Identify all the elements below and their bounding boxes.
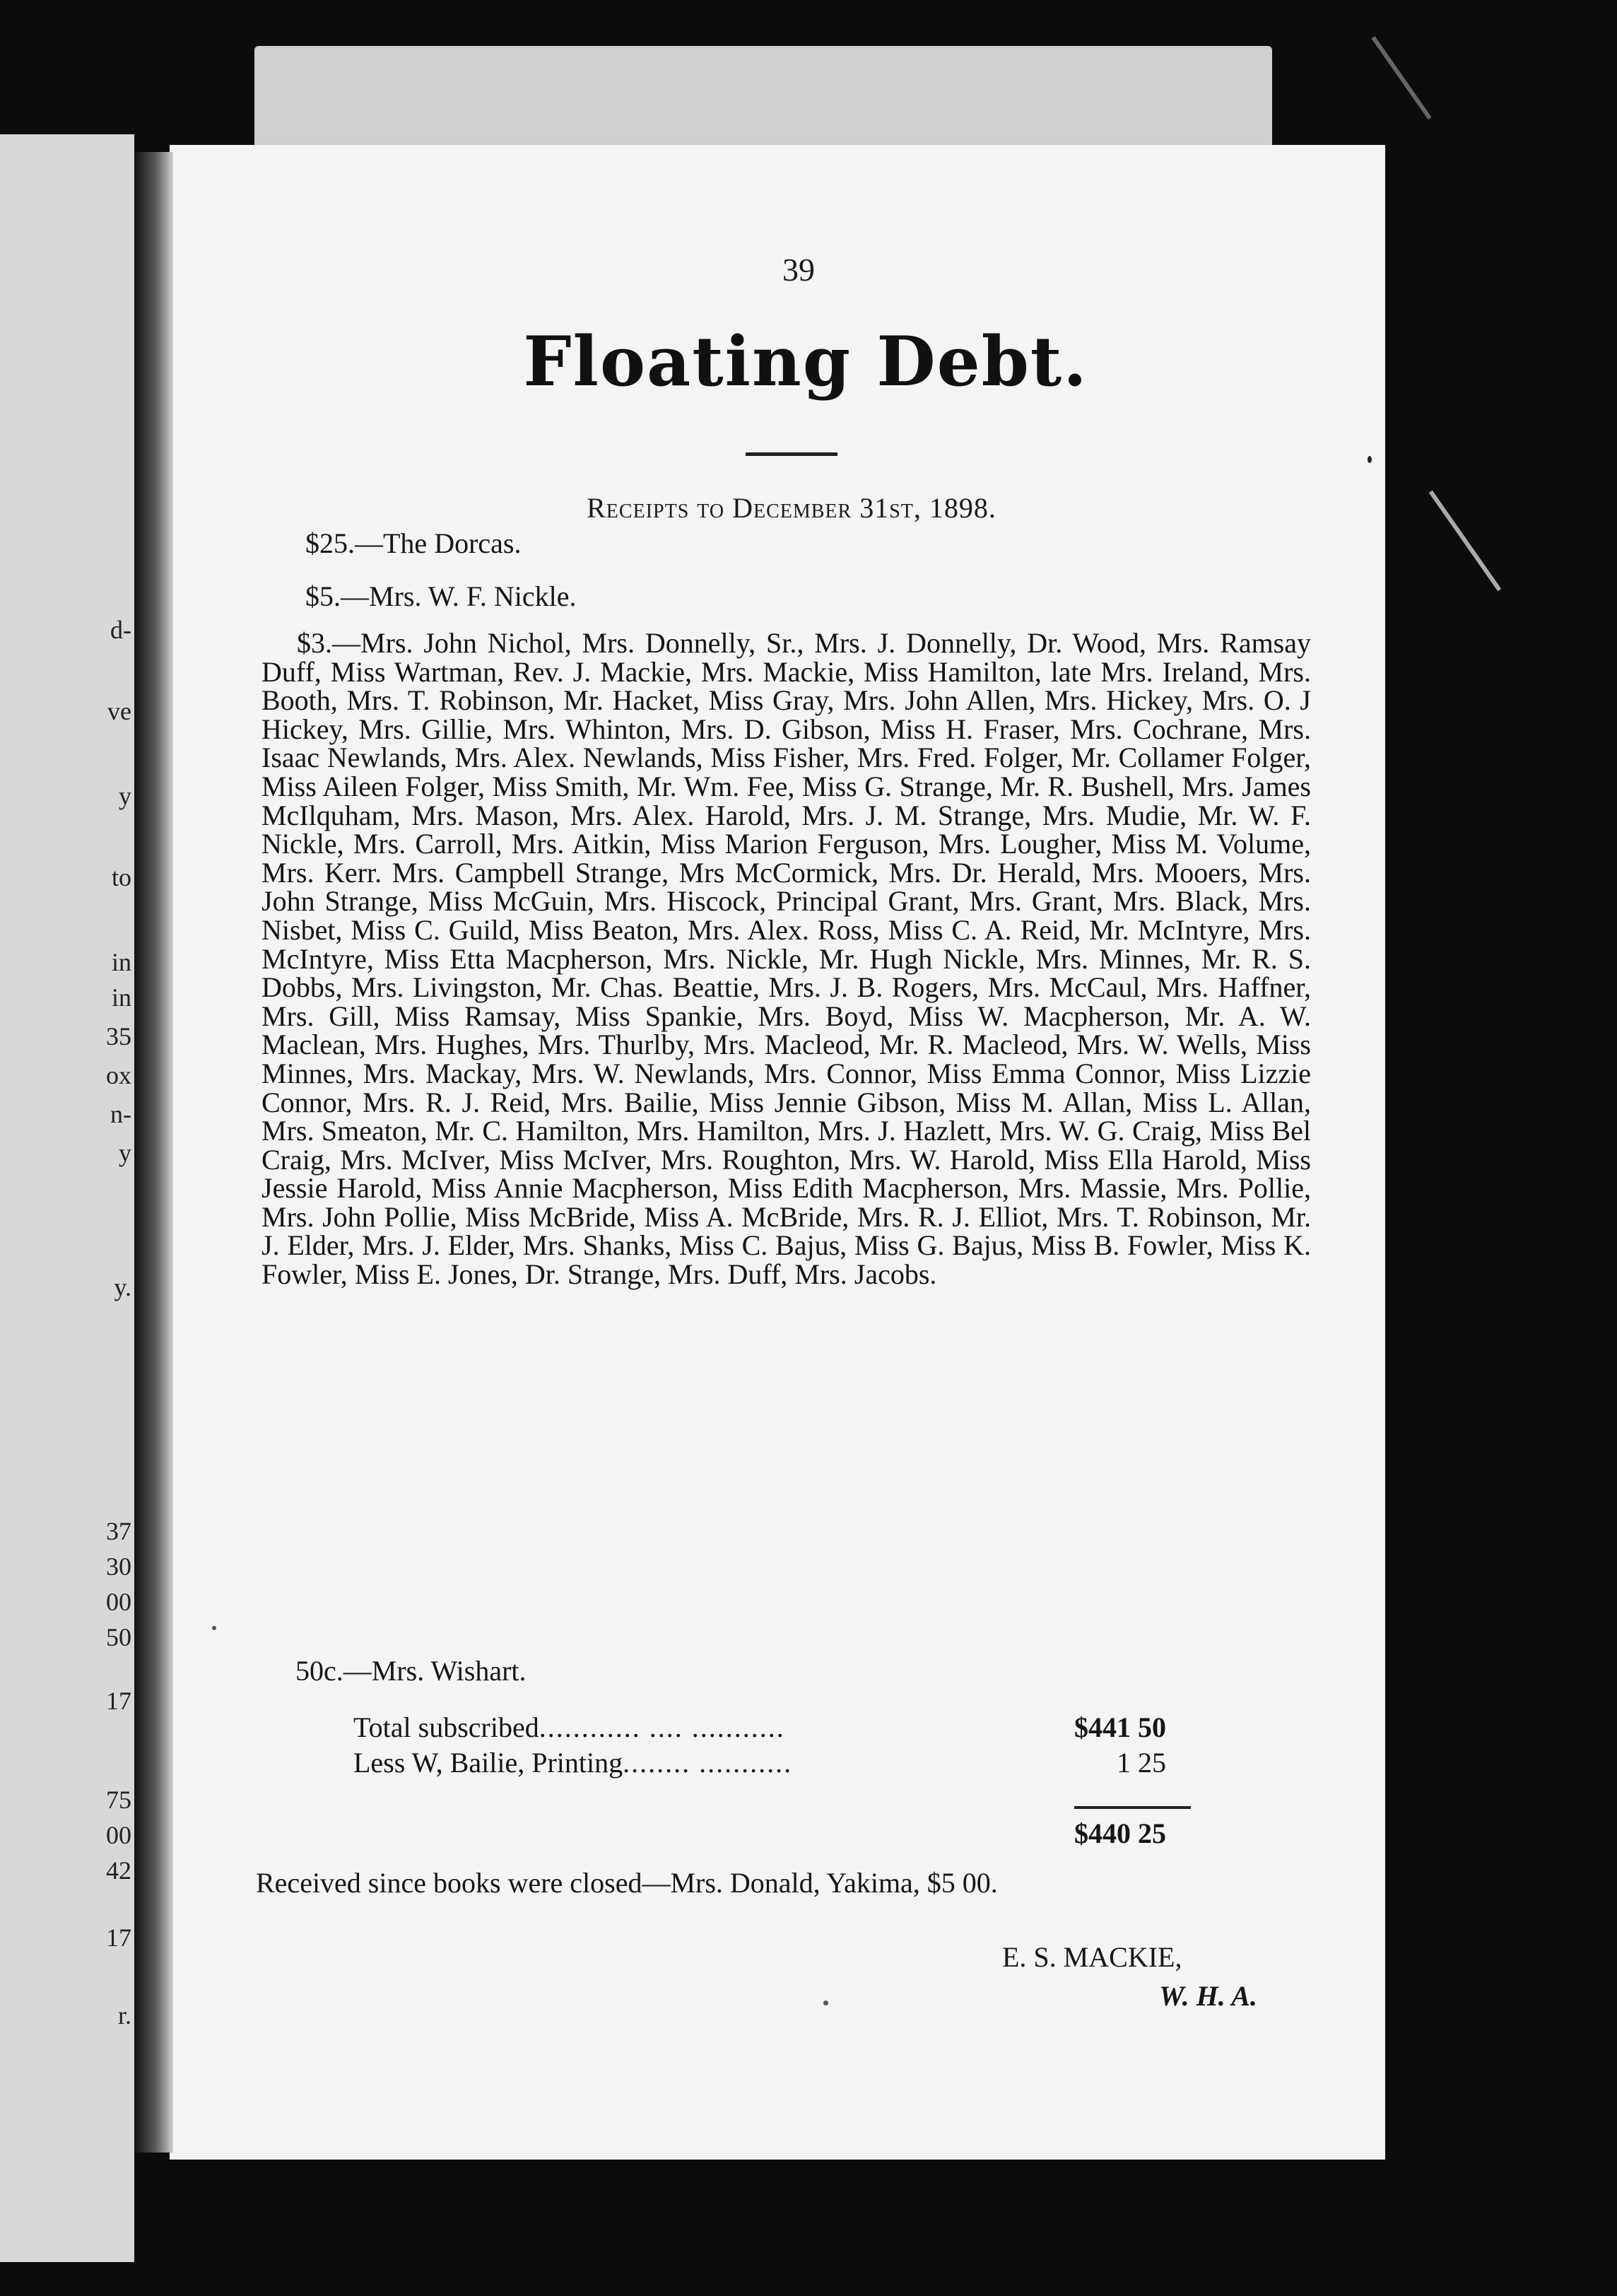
facing-page-fragment: y xyxy=(119,1139,131,1167)
page-number: 39 xyxy=(782,252,815,288)
title-rule xyxy=(746,452,837,456)
facing-page-fragment: 00 xyxy=(106,1588,131,1616)
facing-page-fragment: 00 xyxy=(106,1821,131,1849)
facing-page-fragment: 75 xyxy=(106,1786,131,1814)
signature-title: W. H. A. xyxy=(1159,1980,1257,2012)
facing-page-fragment: 30 xyxy=(106,1552,131,1581)
total-subscribed-row xyxy=(353,1711,785,1744)
paper-speck xyxy=(823,2001,828,2005)
page-title: Floating Debt. xyxy=(523,322,1088,402)
paper-speck xyxy=(212,1626,216,1630)
receipt-nickle: $5.—Mrs. W. F. Nickle. xyxy=(305,580,577,612)
facing-page-fragment: in xyxy=(111,983,131,1012)
facing-page-fragment: ve xyxy=(107,697,131,725)
facing-page-fragment: 17 xyxy=(106,1687,131,1715)
leader-dots: ........ ........... xyxy=(623,1747,793,1779)
facing-page-fragment: d- xyxy=(110,616,131,644)
page-subtitle: Receipts to December 31st, 1898. xyxy=(587,492,996,524)
facing-page-edge xyxy=(0,134,134,2262)
facing-page-fragment: 35 xyxy=(106,1022,131,1050)
facing-page-fragment: n- xyxy=(110,1100,131,1128)
film-scratch xyxy=(1429,491,1501,592)
facing-page-fragment: 17 xyxy=(106,1923,131,1952)
paper-speck xyxy=(1368,456,1372,463)
film-scratch xyxy=(1371,36,1431,119)
less-printing-label: Less W, Bailie, Printing xyxy=(353,1747,623,1779)
total-subscribed-amount: $441 50 xyxy=(1074,1711,1166,1743)
page-top-strip xyxy=(254,46,1272,152)
facing-page-fragment: 50 xyxy=(106,1623,131,1651)
signature-name: E. S. MACKIE, xyxy=(1002,1941,1182,1973)
facing-page-fragment: y xyxy=(119,782,131,810)
sum-rule xyxy=(1074,1806,1191,1809)
facing-page-fragment: r. xyxy=(117,2001,131,2030)
leader-dots: ............ .... ........... xyxy=(539,1711,785,1743)
facing-page-fragment: y. xyxy=(114,1273,131,1301)
facing-page-fragment: in xyxy=(111,948,131,976)
facing-page-fragment: 42 xyxy=(106,1856,131,1885)
less-printing-row xyxy=(353,1746,792,1779)
receipt-three-dollar-list: $3.—Mrs. John Nichol, Mrs. Donnelly, Sr., Mrs. J. Donnelly, Dr. Wood, Mrs. Ramsay Duff, Miss Wartman, Rev. J. Mackie, Mrs. Mackie, Miss Hamilton, late Mrs. Ireland, Mrs. Booth, Mrs. T. Robinson, Mr. Hacket, Miss Gray, Mrs. John Allen, Mrs. Hickey, Mrs. O. J Hickey, Mrs. Gillie, Mrs. Whinton, Mrs. D. Gibson, Miss H. Fraser, Mrs. Cochrane, Mrs. Isaac Newlands, Mrs. Alex. Newlands, Miss Fisher, Mrs. Fred. Folger, Mr. Collamer Folger, Miss Aileen Folger, Miss Smith, Mr. Wm. Fee, Miss G. Strange, Mr. R. Bushell, Mrs. James McIlquham, Mrs. Mason, Mrs. Alex. Harold, Mrs. J. M. Strange, Mrs. Mudie, Mr. W. F. Nickle, Mrs. Carroll, Mrs. Aitkin, Miss Marion Ferguson, Mrs. Lougher, Miss M. Volume, Mrs. Kerr. Mrs. Campbell Strange, Mrs McCormick, Mrs. Dr. Herald, Mrs. Mooers, Mrs. John Strange, Miss McGuin, Mrs. Hiscock, Principal Grant, Mrs. Grant, Mrs. Black, Mrs. Nisbet, Miss C. Guild, Miss Beaton, Mrs. Alex. Ross, Miss C. A. Reid, Mr. McIntyre, Mrs. McIntyre, Miss Etta Macpherson, Mrs. Nickle, Mr. Hugh Nickle, Mrs. Minnes, Mr. R. S. Dobbs, Mrs. Livingston, Mr. Chas. Beattie, Mrs. J. B. Rogers, Mrs. McCaul, Mrs. Haffner, Mrs. Gill, Miss Ramsay, Miss Spankie, Mrs. Boyd, Miss W. Macpherson, Mr. A. W. Maclean, Mrs. Hughes, Mrs. Thurlby, Mrs. Macleod, Mr. R. Macleod, Mrs. W. Wells, Miss Minnes, Mrs. Mackay, Mrs. W. Newlands, Mrs. Connor, Miss Emma Connor, Miss Lizzie Connor, Mrs. R. J. Reid, Mrs. Bailie, Miss Jennie Gibson, Miss M. Allan, Miss L. Allan, Mrs. Smeaton, Mr. C. Hamilton, Mrs. Hamilton, Mrs. J. Hazlett, Mrs. W. G. Craig, Miss Bel Craig, Mrs. McIver, Miss McIver, Mrs. Roughton, Mrs. W. Harold, Miss Ella Harold, Miss Jessie Harold, Miss Annie Macpherson, Miss Edith Macpherson, Mrs. Massie, Mrs. Pollie, Mrs. John Pollie, Miss McBride, Miss A. McBride, Mrs. R. J. Elliot, Mrs. T. Robinson, Mr. J. Elder, Mrs. J. Elder, Mrs. Shanks, Miss C. Bajus, Miss G. Bajus, Miss B. Fowler, Miss K. Fowler, Miss E. Jones, Dr. Strange, Mrs. Duff, Mrs. Jacobs. xyxy=(261,627,1311,1291)
less-printing-amount: 1 25 xyxy=(1117,1747,1166,1779)
facing-page-fragment: 37 xyxy=(106,1517,131,1545)
facing-page-fragment: ox xyxy=(106,1061,131,1089)
total-subscribed-label: Total subscribed xyxy=(353,1711,539,1743)
receipt-wishart: 50c.—Mrs. Wishart. xyxy=(295,1655,527,1687)
received-note: Received since books were closed—Mrs. Donald, Yakima, $5 00. xyxy=(256,1867,998,1899)
receipt-dorcas: $25.—The Dorcas. xyxy=(305,527,522,559)
net-total-amount: $440 25 xyxy=(1074,1817,1166,1849)
facing-page-fragment: to xyxy=(111,863,131,891)
